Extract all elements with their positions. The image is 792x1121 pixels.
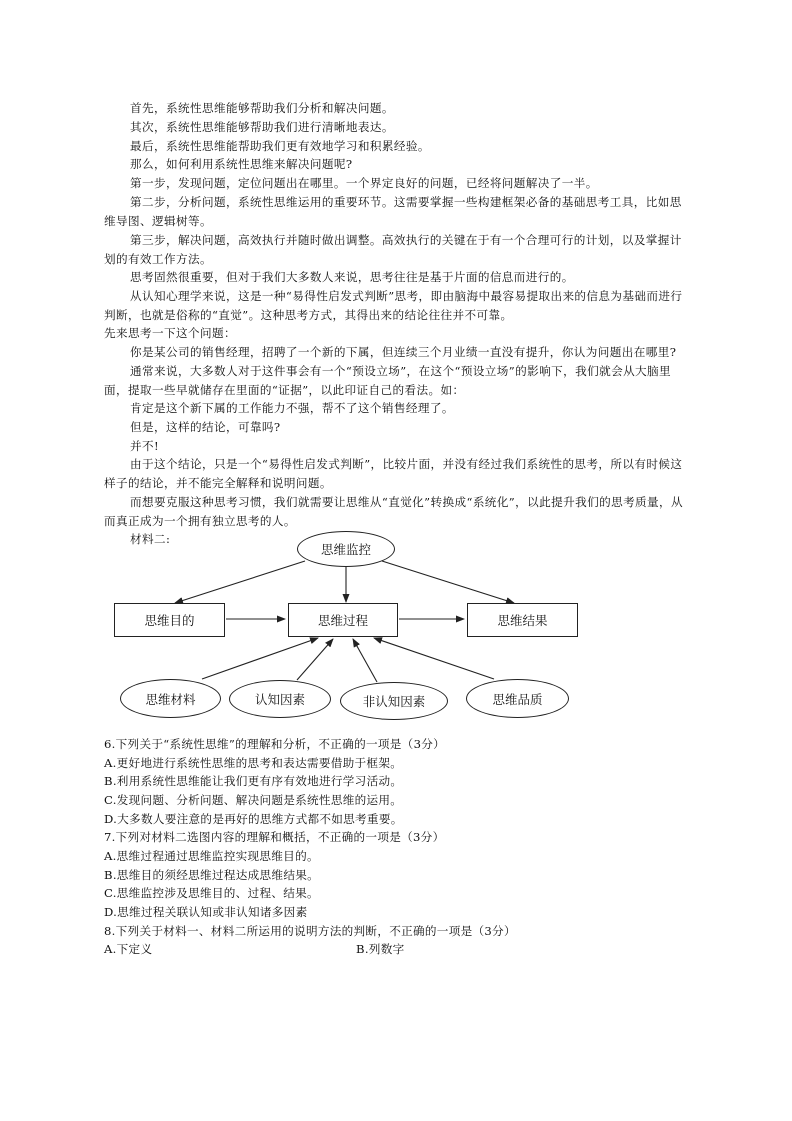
paragraph: 肯定是这个新下属的工作能力不强，帮不了这个销售经理了。 — [130, 401, 454, 415]
question-option: B.利用系统性思维能让我们更有序有效地进行学习活动。 — [104, 774, 403, 788]
question-option: B.列数字 — [356, 942, 405, 956]
node-noncognitive: 非认知因素 — [340, 682, 448, 720]
paragraph: 由于这个结论，只是一个“易得性启发式判断”，比较片面，并没有经过我们系统性的思考，所以有时候这样子的结论，并不能完全解释和说明问题。 — [104, 457, 683, 490]
question-option: C.思维监控涉及思维目的、过程、结果。 — [104, 886, 319, 900]
question-option: A.下定义 — [104, 942, 153, 956]
paragraph: 最后，系统性思维能帮助我们更有效地学习和积累经验。 — [130, 139, 430, 153]
question-text: 8.下列关于材料一、材料二所运用的说明方法的判断，不正确的一项是（3分） — [104, 924, 516, 938]
node-result: 思维结果 — [467, 603, 578, 637]
question-option: A.思维过程通过思维监控实现思维目的。 — [104, 849, 319, 863]
paragraph: 但是，这样的结论，可靠吗? — [130, 420, 281, 434]
paragraph: 思考固然很重要，但对于我们大多数人来说，思考往往是基于片面的信息而进行的。 — [130, 270, 574, 284]
paragraph: 其次，系统性思维能够帮助我们进行清晰地表达。 — [130, 120, 394, 134]
question-option: D.思维过程关联认知或非认知诸多因素 — [104, 905, 308, 919]
arrow-material-to-process — [202, 638, 318, 679]
node-material: 思维材料 — [120, 679, 221, 718]
question-option: A.更好地进行系统性思维的思考和表达需要借助于框架。 — [104, 756, 403, 770]
arrow-monitor-to-purpose — [175, 561, 305, 603]
node-purpose: 思维目的 — [114, 603, 225, 637]
question-option: C.发现问题、分析问题、解决问题是系统性思维的运用。 — [104, 793, 403, 807]
node-quality: 思维品质 — [466, 679, 569, 718]
paragraph: 第三步，解决问题，高效执行并随时做出调整。高效执行的关键在于有一个合理可行的计划，以及掌握计划的有效工作方法。 — [104, 233, 682, 266]
paragraph: 而想要克服这种思考习惯，我们就需要让思维从“直觉化”转换成“系统化”，以此提升我们的思考质量，从而真正成为一个拥有独立思考的人。 — [104, 495, 684, 528]
question-text: 6.下列关于“系统性思维”的理解和分析，不正确的一项是（3分） — [104, 737, 446, 751]
question-option: B.思维目的须经思维过程达成思维结果。 — [104, 868, 319, 882]
paragraph: 首先，系统性思维能够帮助我们分析和解决问题。 — [130, 101, 394, 115]
node-process: 思维过程 — [288, 603, 398, 637]
paragraph: 第一步，发现问题，定位问题出在哪里。一个界定良好的问题，已经将问题解决了一半。 — [130, 176, 598, 190]
arrow-monitor-to-result — [382, 561, 514, 603]
arrow-quality-to-process — [374, 638, 494, 679]
paragraph: 从认知心理学来说，这是一种“易得性启发式判断”思考，即由脑海中最容易提取出来的信息为基础而进行判断，也就是俗称的“直觉”。这种思考方式，其得出来的结论往往并不可靠。 — [104, 289, 683, 322]
question-option: D.大多数人要注意的是再好的思维方式都不如思考重要。 — [104, 812, 403, 826]
arrow-noncognitive-to-process — [353, 639, 377, 682]
paragraph: 并不! — [130, 439, 160, 453]
question-text: 7.下列对材料二选图内容的理解和概括，不正确的一项是（3分） — [104, 830, 445, 844]
arrow-cognitive-to-process — [297, 639, 333, 680]
paragraph: 那么，如何利用系统性思维来解决问题呢? — [130, 157, 353, 171]
paragraph: 通常来说，大多数人对于这件事会有一个“预设立场”，在这个“预设立场”的影响下，我们就会从大脑里面，提取一些早就储存在里面的“证据”，以此印证自己的看法。如： — [104, 364, 672, 397]
node-cognitive: 认知因素 — [229, 680, 331, 718]
paragraph: 先来思考一下这个问题： — [104, 326, 236, 340]
paragraph: 你是某公司的销售经理，招聘了一个新的下属，但连续三个月业绩一直没有提升，你认为问题出在哪里? — [130, 345, 677, 359]
paragraph: 第二步，分析问题，系统性思维运用的重要环节。这需要掌握一些构建框架必备的基础思考工具，比如思维导图、逻辑树等。 — [104, 195, 682, 228]
node-monitor: 思维监控 — [297, 531, 395, 567]
material-label: 材料二: — [130, 532, 171, 546]
